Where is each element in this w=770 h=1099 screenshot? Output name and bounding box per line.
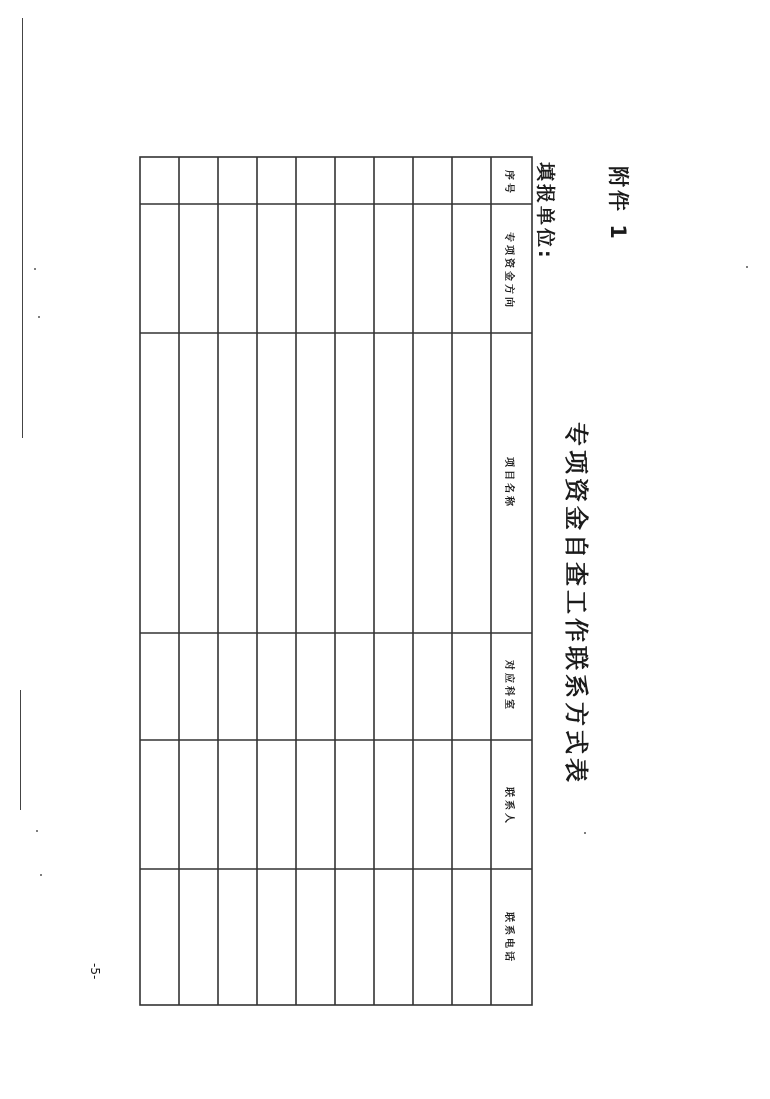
page-number: -5-: [88, 963, 102, 980]
column-header-contact-person: 联系人: [503, 787, 514, 826]
column-header-department: 对应科室: [503, 660, 514, 712]
column-header-fund-direction: 专项资金方向: [503, 232, 514, 310]
column-header-serial: 序号: [503, 170, 514, 196]
reporting-unit-label: 填报单位:: [534, 162, 556, 261]
attachment-label: 附件 1: [606, 166, 630, 242]
document-title: 专项资金自查工作联系方式表: [562, 422, 590, 786]
column-header-project-name: 项目名称: [503, 457, 514, 509]
table-border: [140, 157, 532, 1005]
column-header-phone: 联系电话: [503, 912, 514, 964]
